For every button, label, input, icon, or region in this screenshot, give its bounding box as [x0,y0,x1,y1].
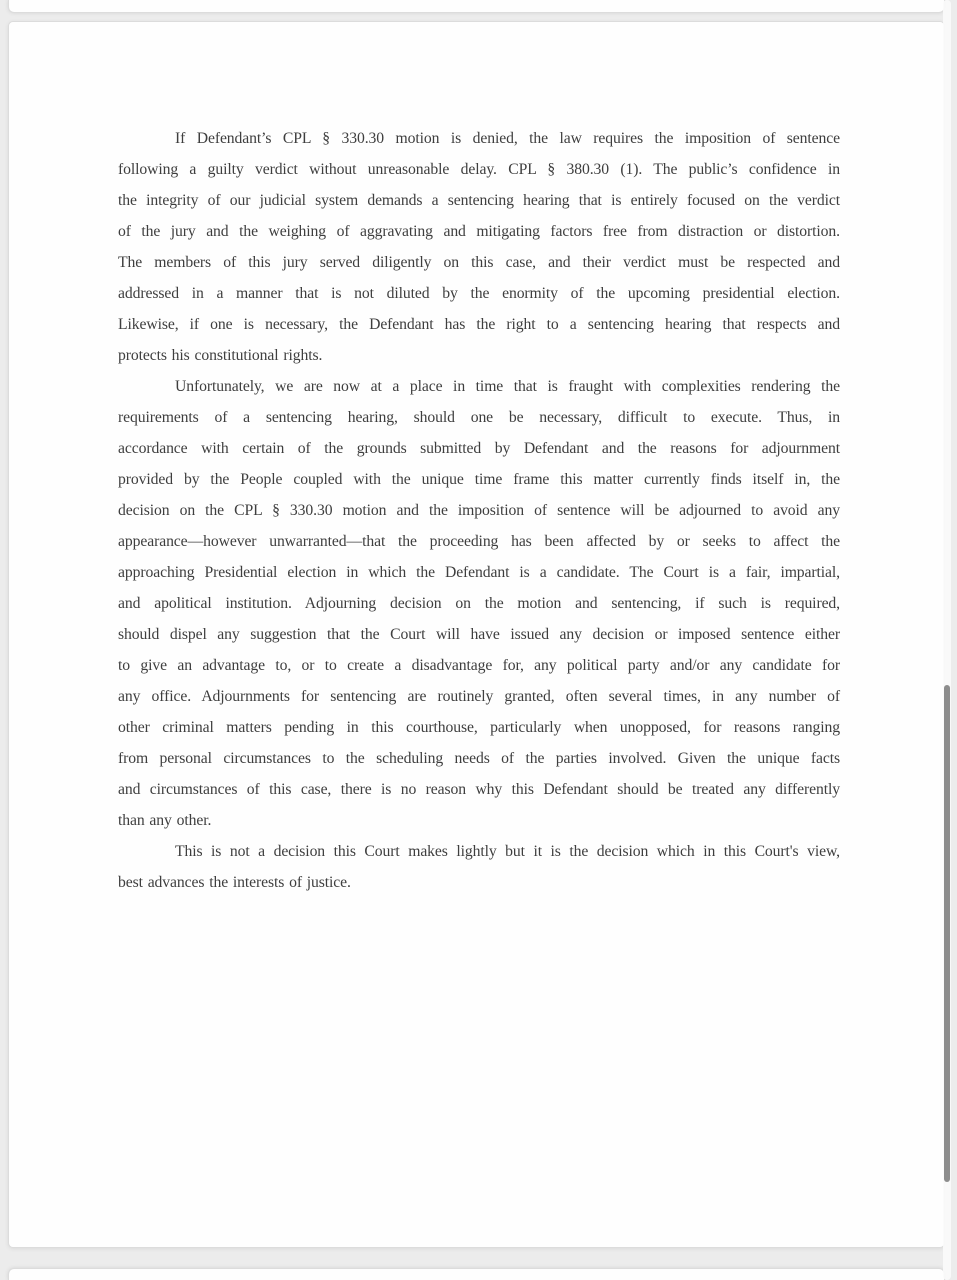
text-line: protects his constitutional rights. [118,347,323,364]
text-line: provided by the People coupled with the unique time frame this matter currently finds itself in, the [118,471,840,488]
text-line: This is not a decision this Court makes lightly but it is the decision which in this Court's view, [175,843,840,860]
text-line: and circumstances of this case, there is no reason why this Defendant should be treated any differently [118,781,840,798]
text-line: should dispel any suggestion that the Court will have issued any decision or imposed sentence either [118,626,840,643]
text-line: approaching Presidential election in which the Defendant is a candidate. The Court is a fair, impartial, [118,564,840,581]
text-line: decision on the CPL § 330.30 motion and the imposition of sentence will be adjourned to avoid any [118,502,840,519]
text-line: Unfortunately, we are now at a place in time that is fraught with complexities rendering the [175,378,840,395]
text-line: best advances the interests of justice. [118,874,351,891]
text-line: requirements of a sentencing hearing, should one be necessary, difficult to execute. Thus, in [118,409,840,426]
text-line: accordance with certain of the grounds submitted by Defendant and the reasons for adjournment [118,440,840,457]
text-line: other criminal matters pending in this courthouse, particularly when unopposed, for reasons ranging [118,719,840,736]
previous-page-fragment [8,0,945,13]
page-text [9,22,944,898]
text-line: addressed in a manner that is not diluted by the enormity of the upcoming presidential election. [118,285,840,302]
text-line: and apolitical institution. Adjourning decision on the motion and sentencing, if such is required, [118,595,840,612]
text-line: of the jury and the weighing of aggravating and mitigating factors free from distraction or distortion. [118,223,840,240]
text-line: to give an advantage to, or to create a disadvantage for, any political party and/or any candidate for [118,657,840,674]
text-line: Likewise, if one is necessary, the Defendant has the right to a sentencing hearing that respects and [118,316,840,333]
text-line: following a guilty verdict without unreasonable delay. CPL § 380.30 (1). The public’s confidence in [118,161,840,178]
text-line: than any other. [118,812,212,829]
text-line: appearance—however unwarranted—that the proceeding has been affected by or seeks to affect the [118,533,840,550]
text-line: The members of this jury served diligently on this case, and their verdict must be respected and [118,254,840,271]
text-line: the integrity of our judicial system demands a sentencing hearing that is entirely focused on the verdict [118,192,840,209]
document-page [8,21,945,1248]
scrollbar-thumb[interactable] [944,685,950,1182]
text-line: any office. Adjournments for sentencing are routinely granted, often several times, in any number of [118,688,840,705]
text-line: from personal circumstances to the scheduling needs of the parties involved. Given the unique facts [118,750,840,767]
text-line: If Defendant’s CPL § 330.30 motion is denied, the law requires the imposition of sentence [175,130,840,147]
next-page-fragment [8,1268,945,1280]
